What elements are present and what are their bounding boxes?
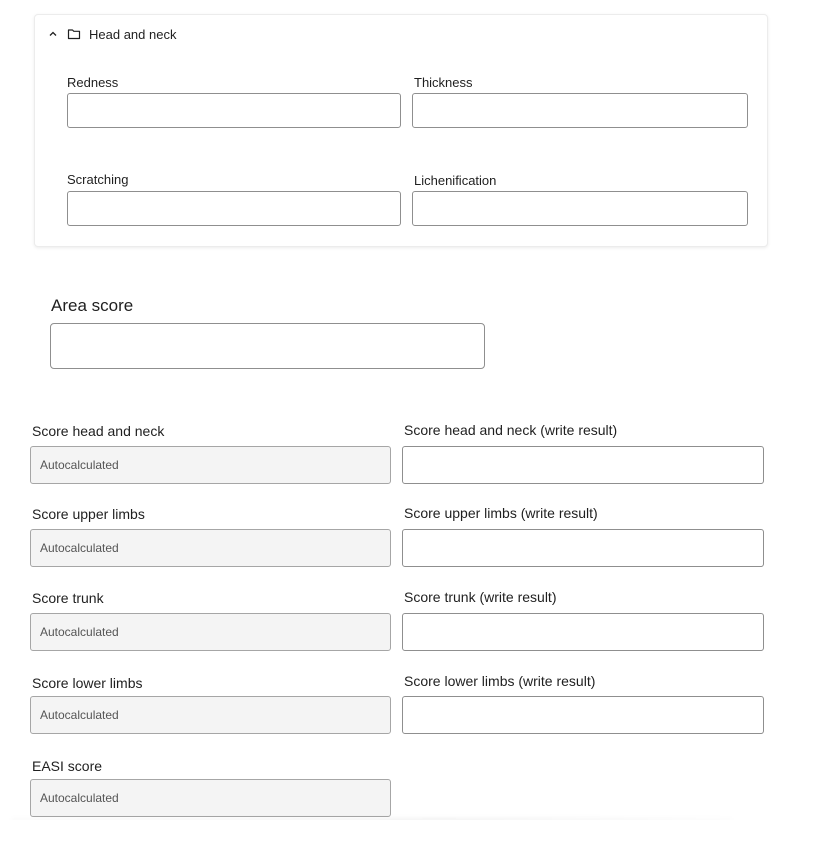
score-trunk-label: Score trunk: [32, 590, 104, 606]
score-lower-limbs-write-label: Score lower limbs (write result): [404, 673, 596, 689]
score-trunk-write-label: Score trunk (write result): [404, 589, 557, 605]
score-upper-limbs-label: Score upper limbs: [32, 506, 145, 522]
head-and-neck-section: [34, 14, 768, 247]
easi-score-field: [30, 779, 391, 817]
lichenification-label: Lichenification: [414, 173, 497, 188]
redness-label: Redness: [67, 75, 119, 90]
scratching-input[interactable]: [67, 191, 401, 226]
section-title: Head and neck: [89, 26, 177, 42]
score-head-neck-field: [30, 446, 391, 484]
area-score-label: Area score: [51, 296, 134, 315]
area-score-input[interactable]: [50, 323, 485, 369]
thickness-input[interactable]: [412, 93, 748, 128]
score-upper-limbs-field: [30, 529, 391, 567]
chevron-up-icon[interactable]: [47, 28, 59, 40]
section-toggle[interactable]: [47, 25, 176, 43]
score-head-neck-write-input[interactable]: [402, 446, 764, 484]
score-upper-limbs-write-input[interactable]: [402, 529, 764, 567]
score-trunk-field: [30, 613, 391, 651]
score-lower-limbs-write-input[interactable]: [402, 696, 764, 734]
score-head-neck-write-label: Score head and neck (write result): [404, 422, 618, 438]
redness-input[interactable]: [67, 93, 401, 128]
lichenification-input[interactable]: [412, 191, 748, 226]
score-lower-limbs-label: Score lower limbs: [32, 675, 143, 691]
score-trunk-write-input[interactable]: [402, 613, 764, 651]
easi-score-label: EASI score: [32, 758, 103, 774]
thickness-label: Thickness: [414, 75, 473, 90]
score-head-neck-label: Score head and neck: [32, 423, 165, 439]
bottom-edge: [0, 820, 839, 847]
score-upper-limbs-write-label: Score upper limbs (write result): [404, 505, 598, 521]
scratching-label: Scratching: [67, 172, 129, 187]
score-lower-limbs-field: [30, 696, 391, 734]
folder-icon: [67, 28, 81, 40]
